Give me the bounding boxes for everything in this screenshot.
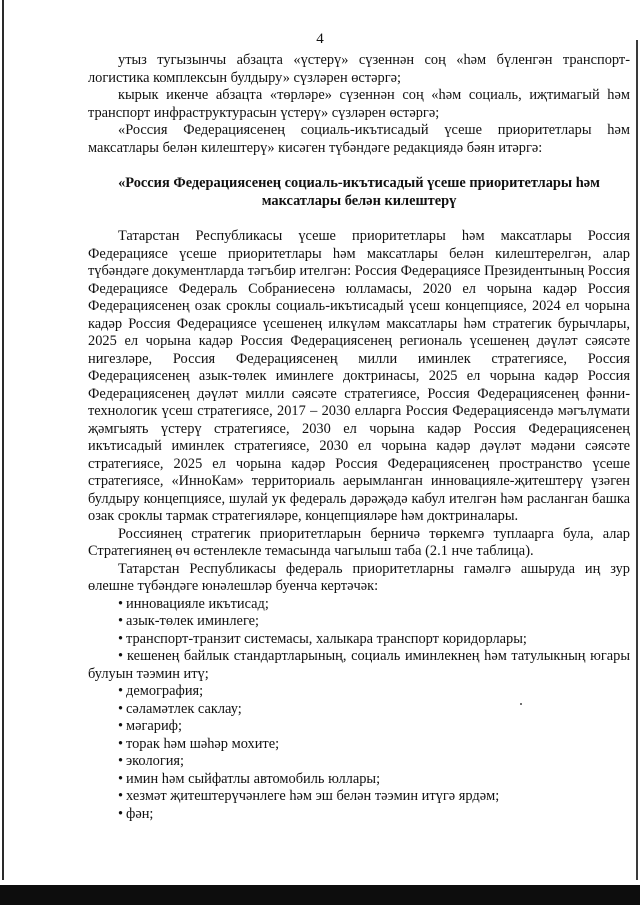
scan-right-edge bbox=[636, 40, 638, 880]
list-item: • хезмәт җитештерүчәнлеге һәм эш белән тәэмин итүгә ярдәм; bbox=[118, 788, 500, 804]
page-number: 4 bbox=[316, 31, 324, 47]
list-item: • азык-төлек иминлеге; bbox=[118, 613, 260, 629]
list-item: • сәламәтлек саклау; bbox=[118, 700, 242, 717]
list-item: • торак һәм шәһәр мохите; bbox=[118, 735, 280, 752]
list-item: • экология; bbox=[118, 753, 185, 769]
body-paragraph-3: Татарстан Республикасы федераль приоритетларны гамәлгә ашыруда иң зур өлешне түбәндәге юнәлешләр буенча кертәчәк: bbox=[88, 560, 630, 594]
scan-left-edge bbox=[2, 0, 4, 880]
list-item: • транспорт-транзит системасы, халыкара транспорт коридорлары; bbox=[118, 630, 527, 647]
list-item: • кешенең байлык стандартларының, социаль иминлекнең һәм татулыкның югары булуын тәэмин итү; bbox=[88, 648, 630, 682]
scan-bottom-edge bbox=[0, 885, 640, 905]
list-item: • демография; bbox=[118, 683, 204, 699]
list-item: • имин һәм сыйфатлы автомобиль юллары; bbox=[118, 770, 381, 787]
section-heading: «Россия Федерациясенең социаль-икътисадый үсеше приоритетлары һәм максатлары белән килештерү bbox=[118, 175, 600, 209]
list-item: • фән; bbox=[118, 805, 154, 822]
intro-paragraph-1: утыз тугызынчы абзацта «үстерү» сүзеннән соң «һәм бүленгән транспорт-логистика комплексын булдыру» сүзләрен өстәргә; bbox=[88, 52, 630, 86]
priority-list bbox=[88, 596, 630, 824]
body-paragraph-2: Россиянең стратегик приоритетларын берничә төркемгә туплаарга була, алар Стратегиянең өч өстенлекле темасында чагылыш таба (2.1 нче таблица). bbox=[88, 525, 630, 559]
body-paragraph-1: Татарстан Республикасы үсеше приоритетлары һәм максатлары Россия Федерациясе үсеше приоритетлары һәм максатлары белән килештерелгән, алар түбәндәге документларда тәгъбир ителгән: Россия Федерациясе Президентының Россия Федерациясе Федераль Собраниесенә юлламасы, 2020 ел чорына кадәр Россия Федерациясенең озак сроклы социаль-икътисадый үсеш концепциясе, 2024 ел чорына кадәр Россия Федерациясе үсешенең илкүләм максатлары һәм стратегик бурычлары, 2025 ел чорына кадәр Россия Федерациясенең региональ үсешенең дәүләт сәясәте нигезләре, Россия Федерациясенең милли иминлек стратегиясе, Россия Федерациясенең азык-төлек иминлеге доктринасы, 2025 ел чорына кадәр Россия Федерациясенең дәүләт милли сәясәте стратегиясе, Россия Федерациясенең фәнни-технологик үсеш стратегиясе, 2017 – 2030 елларга Россия Федерациясендә мәгълүмати җәмгыять үстерү стратегиясе, 2030 ел чорына кадәр Россия Федерациясенең икътисадый иминлек стратегиясе, 2030 ел чорына кадәр дәүләт мәдәни сәясәте стратегиясе, 2025 ел чорына кадәр Россия Федерациясенең пространство үсеше стратегиясе, «ИнноКам» территориаль аерымланган инновацияле-җитештерү үзәген булдыру концепциясе, шулай ук федераль дәрәҗәдә кабул ителгән һәм расланган башка озак сроклы тармак стратегияләре, концепцияләре һәм доктриналары. bbox=[88, 228, 630, 524]
intro-paragraph-3: «Россия Федерациясенең социаль-икътисадый үсеше приоритетлары һәм максатлары белән килештерү» кисәген түбәндәге редакциядә бәян итәргә: bbox=[88, 122, 630, 156]
list-item: • инновацияле икътисад; bbox=[118, 595, 269, 612]
list-item: • мәгариф; bbox=[118, 718, 183, 734]
intro-paragraph-2: кырык икенче абзацта «төрләре» сүзеннән соң «һәм социаль, иҗтимагый һәм транспорт инфраструктурасын үстерү» сүзләрен өстәргә; bbox=[88, 87, 630, 121]
document-body bbox=[88, 52, 630, 823]
